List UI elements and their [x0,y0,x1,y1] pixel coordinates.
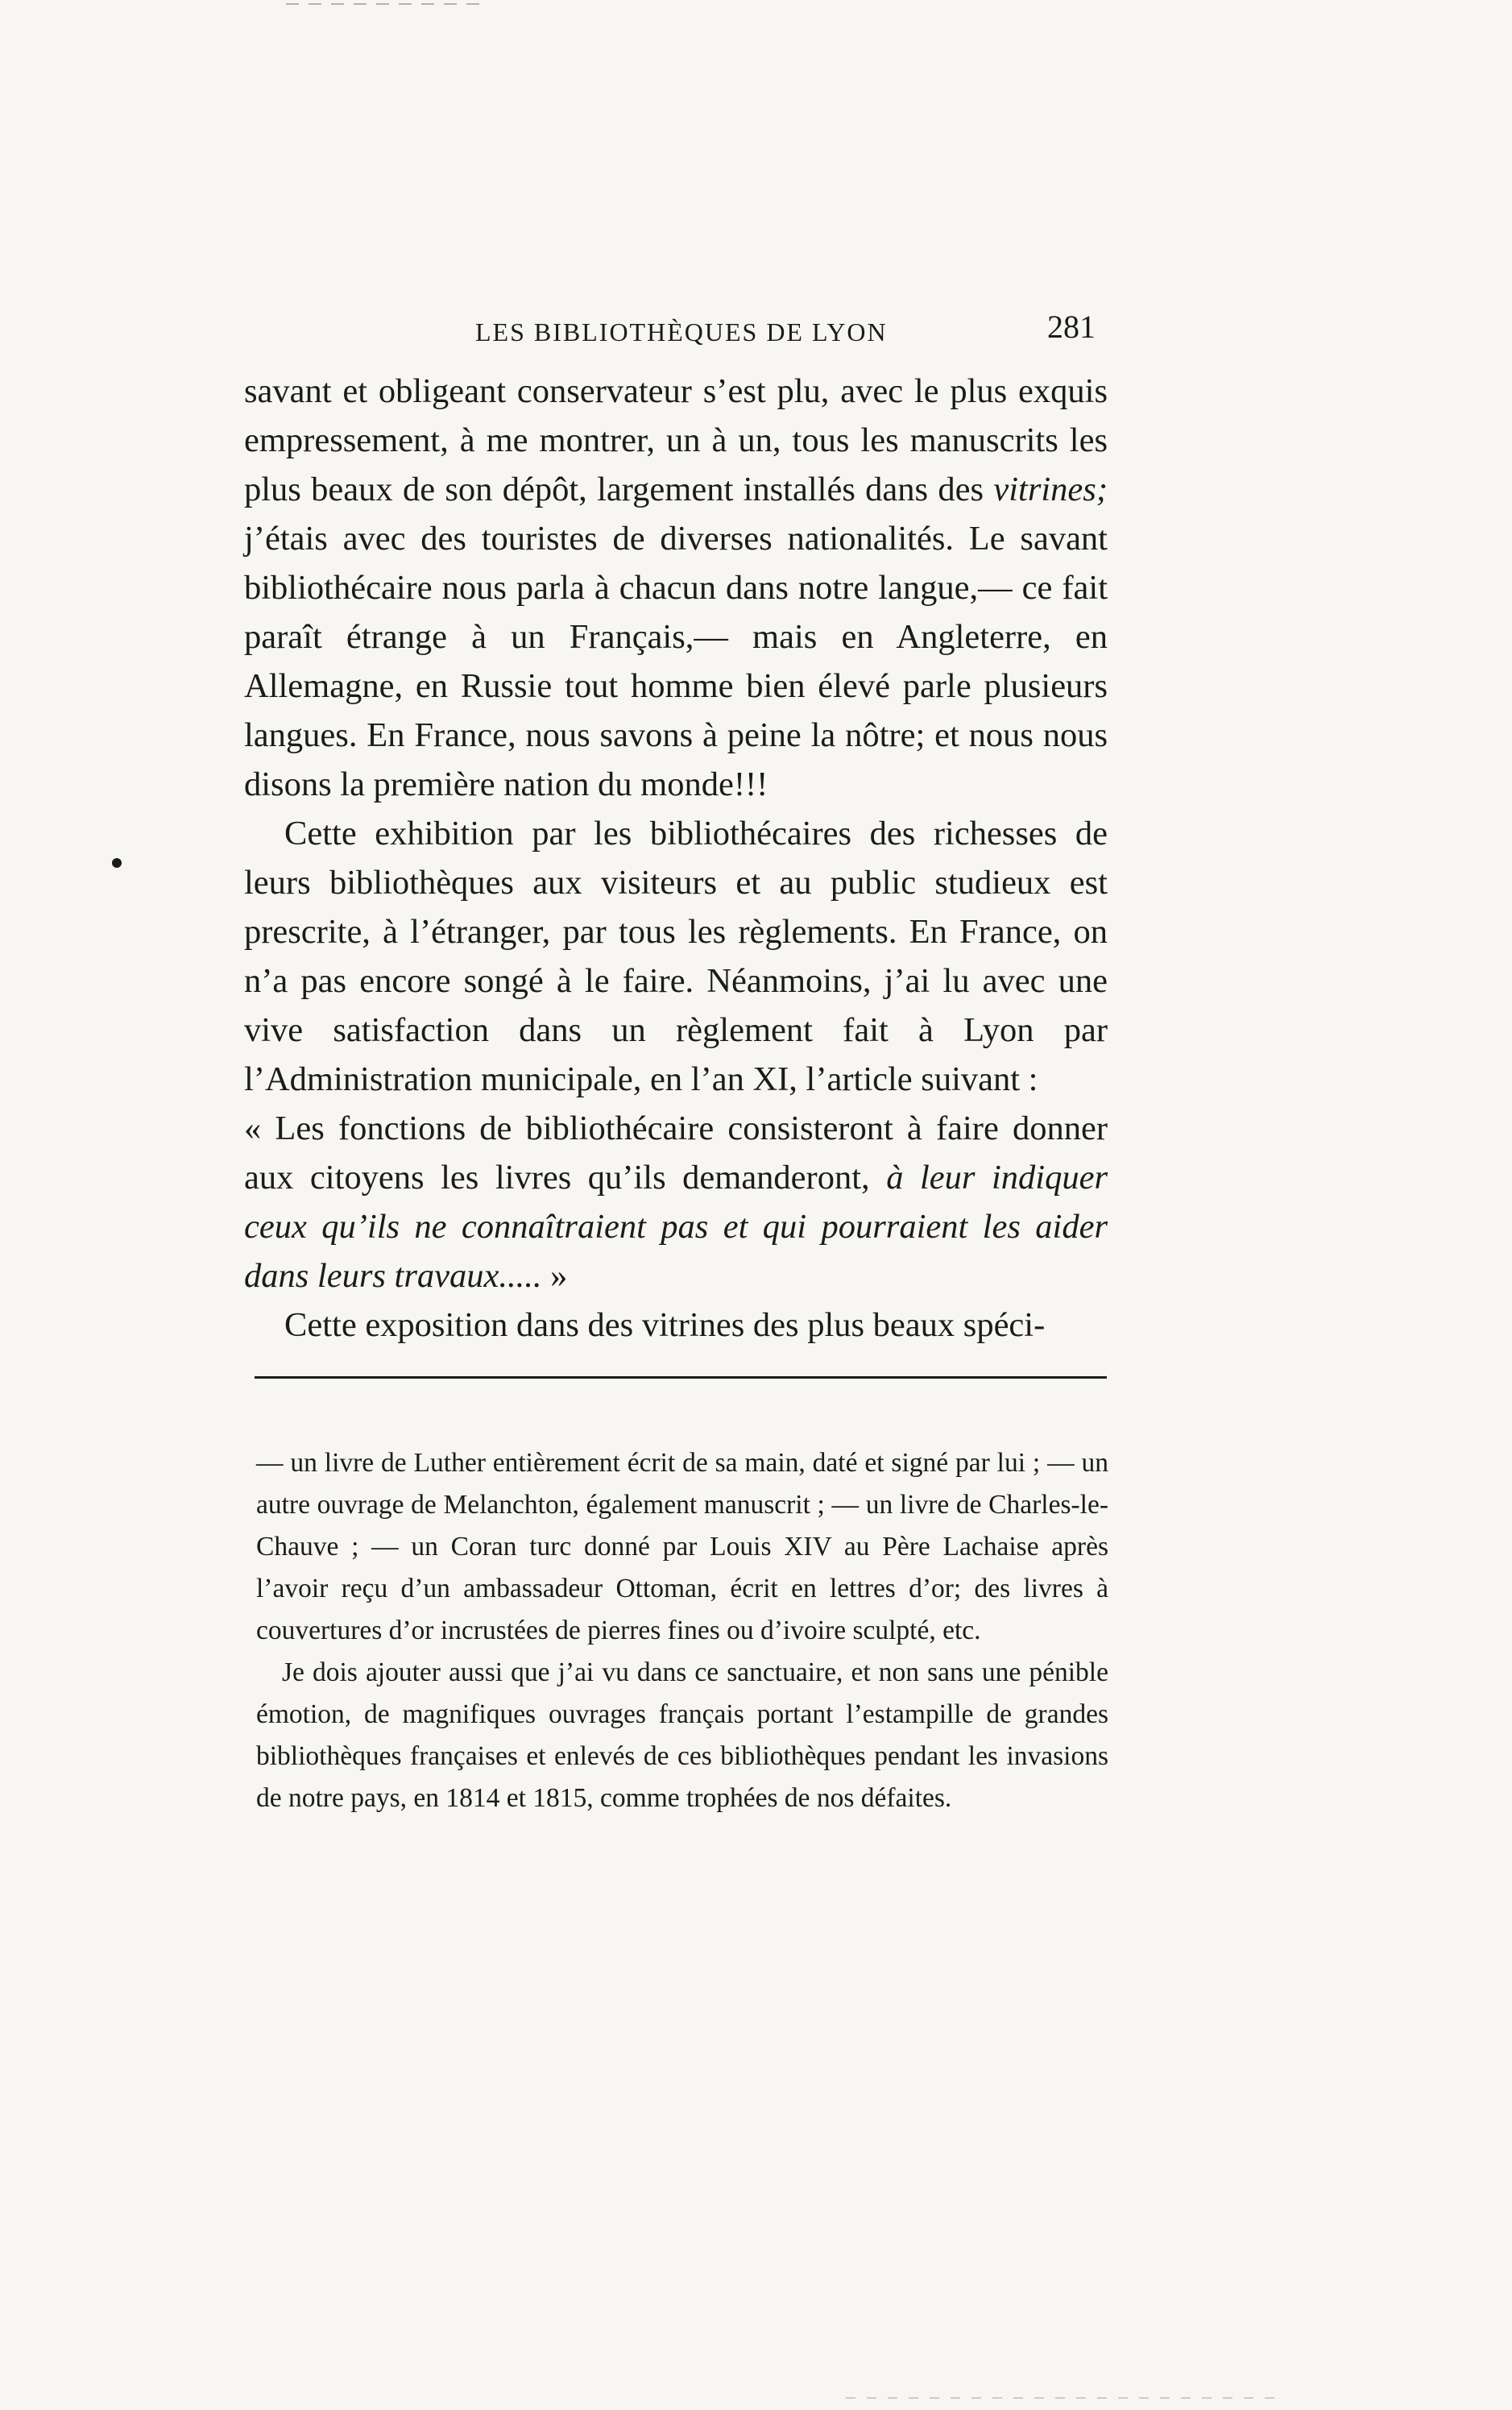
main-paragraph-1-end: j’étais avec des touristes de diverses nationalités. Le savant bibliothécaire nous parla à chacun dans notre langue,— ce fait paraît étrange à un Français,— mais en Angleterre, en Allemagne, en Russie tout homme bien élevé parle plusieurs langues. En France, nous savons à peine la nôtre; et nous nous disons la première nation du monde!!! [244,520,1108,803]
footnote-separator [255,1376,1107,1379]
margin-dot-mark [112,858,122,868]
running-title: LES BIBLIOTHÈQUES DE LYON [475,317,888,346]
quote-start: « Les fonctions de bibliothécaire consisteront à faire donner aux citoyens les livres qu’ils demanderont, [244,1110,1108,1197]
main-paragraph-1-italic: vitrines; [993,471,1108,508]
quoted-article [244,1104,1108,1300]
bottom-print-smudge [846,2397,1281,2399]
main-paragraph-3: Cette exposition dans des vitrines des plus beaux spéci- [284,1306,1046,1344]
page-header [242,308,1112,356]
footnote-block [256,1442,1108,1819]
page-number: 281 [1047,309,1096,345]
main-paragraph-1-text: savant et obligeant conservateur s’est plu, avec le plus exquis empressement, à me montrer, un à un, tous les manuscrits les plus beaux de son dépôt, largement installés dans des [244,372,1108,508]
main-paragraph-2: Cette exhibition par les bibliothécaires des richesses de leurs bibliothèques aux visiteurs et au public studieux est prescrite, à l’étranger, par tous les règlements. En France, on n’a pas encore songé à le faire. Néanmoins, j’ai lu avec une vive satisfaction dans un règlement fait à Lyon par l’Administration municipale, en l’an XI, l’article suivant : [244,815,1108,1098]
footnote-paragraph-2: Je dois ajouter aussi que j’ai vu dans ce sanctuaire, et non sans une pénible émotion, de magnifiques ouvrages français portant l’estampille de grandes bibliothèques françaises et enlevés de ces bibliothèques pendant les invasions de notre pays, en 1814 et 1815, comme trophées de nos défaites. [256,1657,1108,1813]
main-text-block [244,367,1108,1350]
quote-end: » [541,1257,568,1295]
footnote-paragraph-1: — un livre de Luther entièrement écrit de sa main, daté et signé par lui ; — un autre ouvrage de Melanchton, également manuscrit ; — un livre de Charles-le-Chauve ; — un Coran turc donné par Louis XIV au Père Lachaise après l’avoir reçu d’un ambassadeur Ottoman, écrit en lettres d’or; des livres à couvertures d’or incrustées de pierres fines ou d’ivoire sculpté, etc. [256,1448,1108,1645]
quote-italic: à leur indiquer ceux qu’ils ne connaîtraient pas et qui pourraient les aider dans leurs travaux..... [244,1159,1108,1295]
top-print-smudge [286,3,479,5]
main-paragraph-1 [244,367,1108,809]
